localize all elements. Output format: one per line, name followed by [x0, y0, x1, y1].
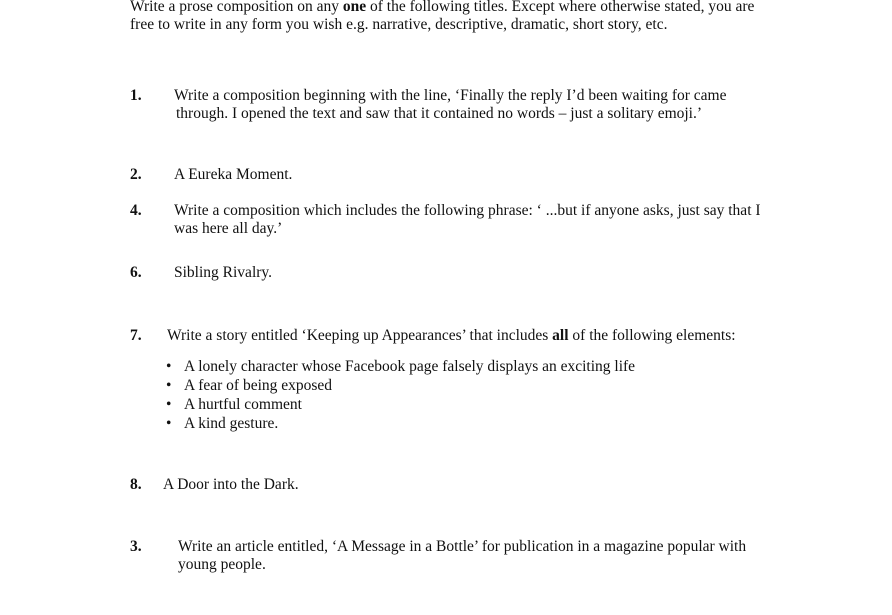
intro-line-2: free to write in any form you wish e.g. narrative, descriptive, dramatic, short story, etc.: [130, 16, 668, 33]
bullet-icon: •: [166, 377, 172, 394]
list-item: • A kind gesture.: [166, 415, 279, 432]
list-item: • A lonely character whose Facebook page falsely displays an exciting life: [166, 358, 636, 375]
question-7-text: Write a story entitled ‘Keeping up Appearances’ that includes all of the following elements:: [167, 327, 736, 344]
bullet-icon: •: [166, 358, 172, 375]
question-3-text-line2: young people.: [178, 556, 266, 573]
question-2-number: 2.: [130, 166, 142, 183]
emphasis-all: all: [552, 327, 569, 344]
emphasis-one: one: [342, 0, 367, 15]
question-3-number: 3.: [130, 538, 142, 555]
question-6-number: 6.: [130, 264, 142, 281]
question-1-text-line1: Write a composition beginning with the line, ‘Finally the reply I’d been waiting for came: [174, 87, 727, 104]
list-item: • A hurtful comment: [166, 396, 302, 413]
question-4-number: 4.: [130, 202, 142, 219]
question-4-text-line1: Write a composition which includes the following phrase: ‘ ...but if anyone asks, just say that I: [174, 202, 761, 219]
question-1-number: 1.: [130, 87, 142, 104]
list-item: • A fear of being exposed: [166, 377, 333, 394]
question-6-text: Sibling Rivalry.: [174, 264, 273, 281]
question-4-text-line2: was here all day.’: [174, 220, 283, 237]
question-8-text: A Door into the Dark.: [163, 476, 299, 493]
question-7-number: 7.: [130, 327, 142, 344]
question-8-number: 8.: [130, 476, 142, 493]
question-2-text: A Eureka Moment.: [174, 166, 293, 183]
intro-line-1: Write a prose composition on any one of the following titles. Except where otherwise stated, you are: [130, 0, 755, 15]
question-7-bullet-list: [166, 357, 635, 433]
bullet-icon: •: [166, 396, 172, 413]
question-3-text-line1: Write an article entitled, ‘A Message in a Bottle’ for publication in a magazine popular with: [178, 538, 747, 555]
question-1-text-line2: through. I opened the text and saw that it contained no words – just a solitary emoji.’: [176, 105, 703, 122]
bullet-icon: •: [166, 415, 172, 432]
